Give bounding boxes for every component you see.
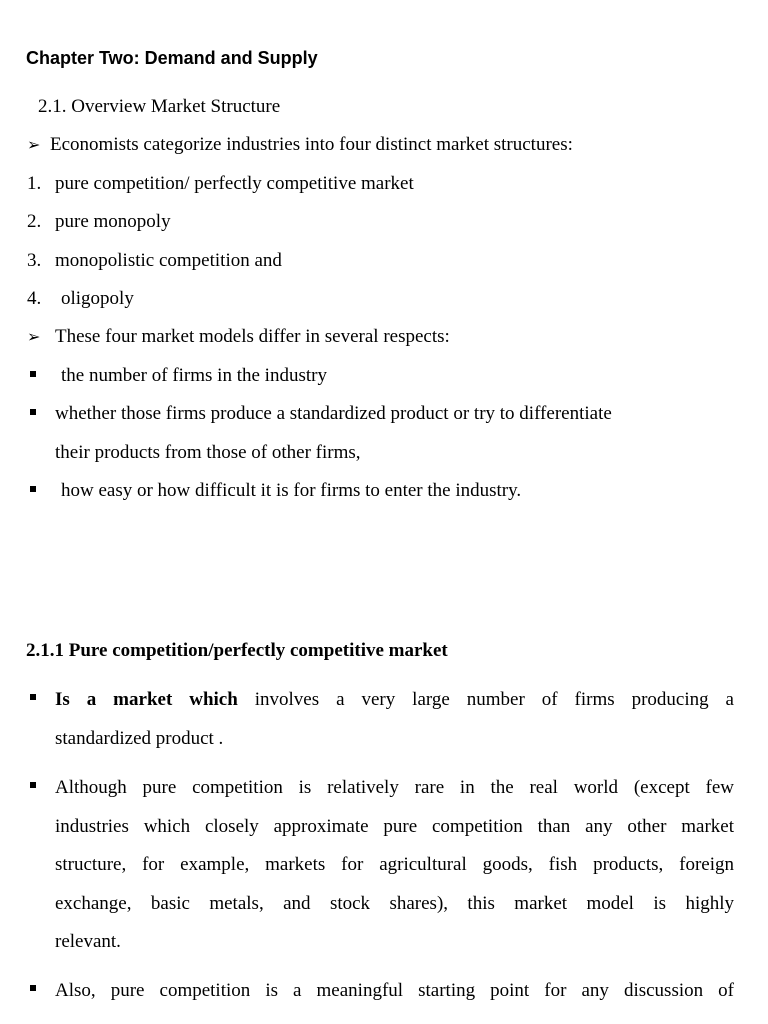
- list-item: the number of firms in the industry: [61, 365, 327, 386]
- square-bullet-icon: [30, 782, 36, 788]
- text-line: exchange, basic metals, and stock shares), this market model is highly: [55, 892, 734, 914]
- text-line: Also, pure competition is a meaningful starting point for any discussion of: [55, 980, 734, 1001]
- paragraph-definition: [55, 681, 734, 758]
- chapter-title: Chapter Two: Demand and Supply: [26, 48, 318, 68]
- list-number: 2.: [27, 211, 42, 232]
- list-item: oligopoly: [61, 288, 134, 309]
- list-item: pure competition/ perfectly competitive market: [55, 173, 414, 194]
- list-number: 1.: [27, 173, 42, 194]
- text-span: involves a very large number of firms producing a: [254, 689, 734, 710]
- square-bullet-icon: [30, 486, 36, 492]
- text-line: Although pure competition is relatively rare in the real world (except few: [55, 777, 734, 798]
- list-number: 4.: [27, 288, 42, 309]
- list-item: whether those firms produce a standardized product or try to differentiate: [55, 403, 612, 424]
- section-heading: 2.1. Overview Market Structure: [38, 96, 281, 117]
- list-number: 3.: [27, 250, 42, 271]
- text-line: industries which closely approximate pure competition than any other market: [55, 815, 734, 837]
- arrow-bullet-icon: ➢: [27, 135, 41, 154]
- square-bullet-icon: [30, 409, 36, 415]
- subsection-heading: 2.1.1 Pure competition/perfectly competitive market: [26, 640, 448, 661]
- text-line: relevant.: [55, 931, 121, 953]
- arrow-bullet-icon: ➢: [27, 327, 41, 346]
- intro-point: Economists categorize industries into four distinct market structures:: [50, 134, 573, 155]
- text-line: standardized product .: [55, 727, 224, 749]
- text-line: structure, for example, markets for agricultural goods, fish products, foreign: [55, 854, 734, 876]
- list-item: pure monopoly: [55, 211, 171, 232]
- bold-lead: Is a market which: [55, 689, 238, 710]
- list-item-continuation: their products from those of other firms,: [55, 442, 361, 463]
- square-bullet-icon: [30, 985, 36, 991]
- square-bullet-icon: [30, 694, 36, 700]
- list-item: how easy or how difficult it is for firms to enter the industry.: [61, 480, 522, 501]
- paragraph-starting-point: [55, 972, 734, 1011]
- list-item: monopolistic competition and: [55, 250, 282, 271]
- paragraph-rarity: [55, 769, 734, 962]
- square-bullet-icon: [30, 371, 36, 377]
- differ-point: These four market models differ in several respects:: [55, 326, 450, 347]
